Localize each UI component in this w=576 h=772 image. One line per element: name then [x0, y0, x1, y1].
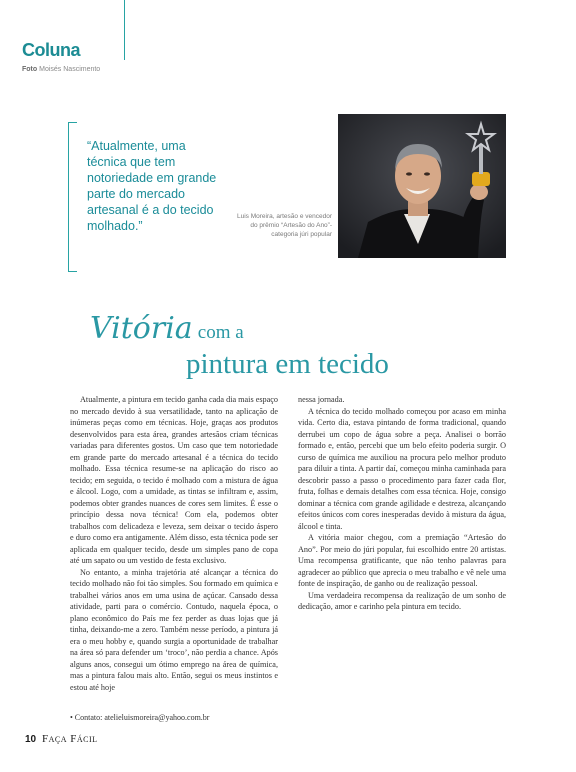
photo-credit-label: Foto	[22, 66, 38, 73]
headline-line-2: pintura em tecido	[186, 348, 389, 380]
headline-word-1: Vitória	[90, 311, 193, 346]
photo-caption: Luis Moreira, artesão e vencedor do prêmio “Artesão do Ano”- categoria júri popular	[236, 213, 332, 238]
article-paragraph: Atualmente, a pintura em tecido ganha cada dia mais espaço no mercado devido à sua versatilidade, tanto na aplicação de inúmeras peças como em técnicas. Hoje, graças aos produtos desenvolvidos para esta área, grandes artesãos criam técnicas variadas para diferentes gostos. Um caso que tem notoriedade em grande parte do mercado artesanal é a técnica do tecido molhado. Essa técnica resume-se na aplicação do risco ao tecido; em seguida, o tecido é molhado com a mistura de água e álcool. Logo, com a umidade, as tintas se infiltram e, assim, podemos obter grandes nuances de cores sem limites. É esse o princípio dessa nova técnica! Com ela, podemos obter trabalhos com delicadeza e leveza, sem deixar o tecido áspero e duro como era antigamente. Além disso, esta técnica pode ser aplicada em qualquer tecido, desde um simples pano de copa até um sapato ou um vestido de festa exclusivo.	[70, 395, 278, 565]
headline-line-1	[90, 311, 244, 346]
photo-credit	[22, 66, 100, 73]
pullquote-bracket	[68, 122, 77, 272]
article-paragraph: nessa jornada.	[298, 395, 345, 404]
magazine-name: Faça Fácil	[42, 733, 98, 745]
article-paragraph: A vitória maior chegou, com a premiação “Artesão do Ano”. Por meio do júri popular, fui escolhido entre 20 artistas. Uma recompensa gratificante, que não tenho palavras para agradecer ao público que aprecia o meu trabalho e vê nele uma fonte de inspiração, de ganho ou de realização pessoal.	[298, 533, 506, 588]
photo-credit-name: Moisés Nascimento	[39, 66, 101, 73]
artisan-photo	[338, 114, 506, 258]
header-divider	[124, 0, 125, 60]
article-paragraph: A técnica do tecido molhado começou por acaso em minha vida. Certo dia, estava pintando de forma tradicional, quando derrubei um copo de água sobre a peça. Analisei o borrão formado e, então, percebi que um belo efeito poderia surgir. O curso de química me auxiliou na procura pelo melhor produto para diluir a tinta. A partir daí, começou minha caminhada para descobrir passo a passo o procedimento para fazer cada flor, fruta, folhas e demais detalhes com essa técnica. Hoje, consigo dominar a técnica com grande agilidade e destreza, alcançando efeitos únicos com cores inesperadas devido à mistura da água, álcool e tinta.	[298, 406, 506, 531]
contact-line: • Contato: atelieluismoreira@yahoo.com.br	[70, 713, 210, 722]
article-column-right	[298, 394, 506, 613]
article-paragraph: Uma verdadeira recompensa da realização de um sonho de dedicação, amor e carinho pela pintura em tecido.	[298, 590, 506, 611]
article-paragraph: No entanto, a minha trajetória até alcançar a técnica do tecido molhado não foi tão simples. Sou formado em química e trabalhei vários anos em uma usina de açúcar. Cansado dessa atividade, parti para o comércio. Contudo, naquela época, o plano econômico do País me fez perder as duas lojas que já tinha, deixando-me a zero. Também nesse período, a pintura já era o meu hobby e, quando surgia a oportunidade de trabalhar na área só para defender um ‘troco’, não perdia a chance. Após alguns anos, consegui um ótimo emprego na área de química, mas a pintura falou mais alto. Então, segui os meus instintos e estou até hoje	[70, 567, 278, 692]
artisan-photo-illustration	[338, 114, 506, 258]
headline-word-2: com a	[197, 322, 244, 343]
section-title: Coluna	[22, 40, 80, 60]
page-number: 10	[25, 734, 37, 745]
article-column-left	[70, 394, 278, 693]
pullquote: “Atualmente, uma técnica que tem notoriedade em grande parte do mercado artesanal é a do tecido molhado.”	[87, 139, 217, 233]
